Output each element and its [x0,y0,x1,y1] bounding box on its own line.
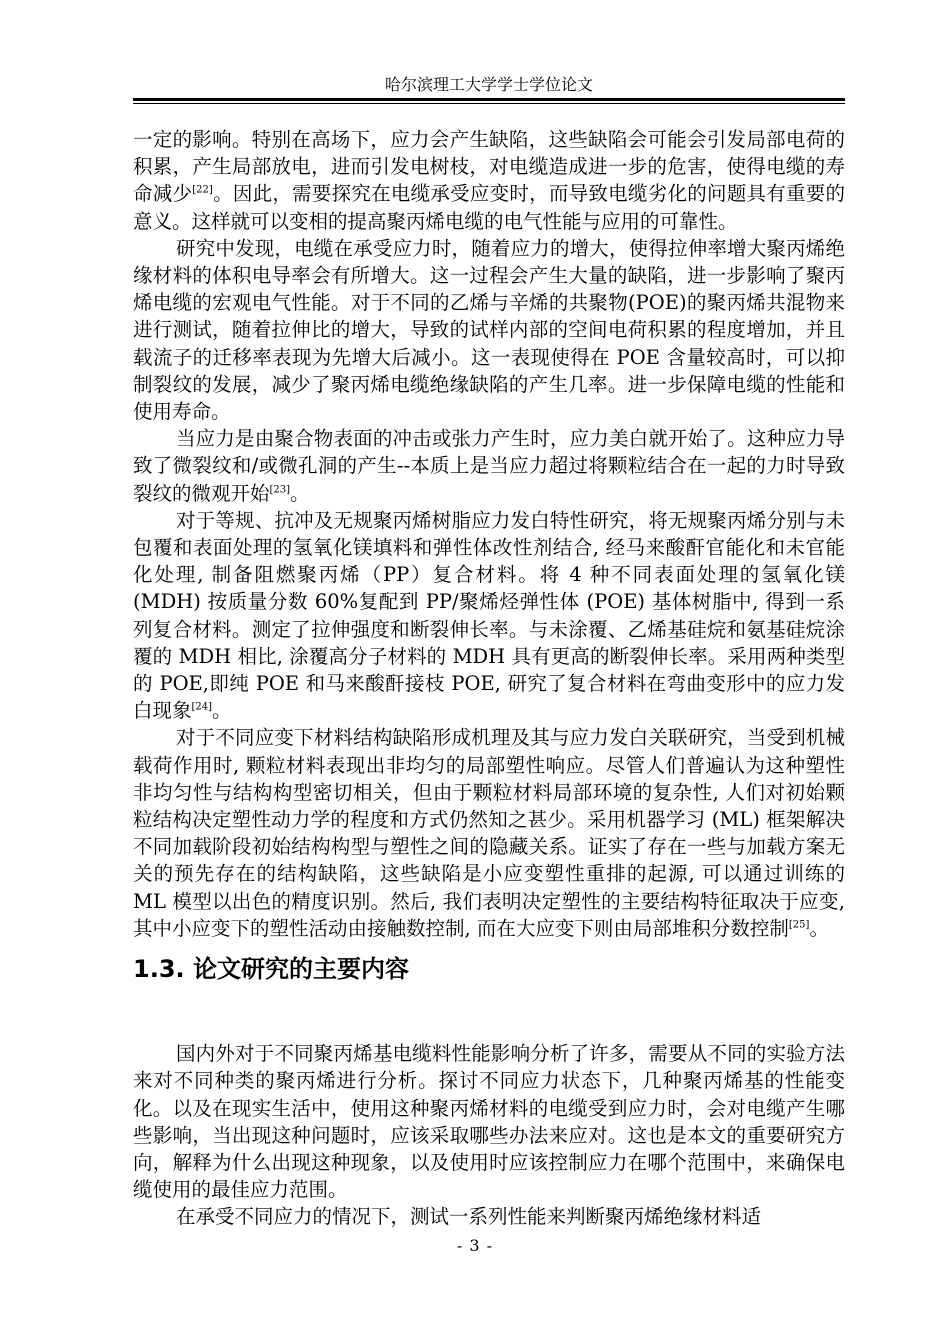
paragraph-text: 当应力是由聚合物表面的冲击或张力产生时，应力美白就开始了。这种应力导致了微裂纹和/或微孔洞的产生--本质上是当应力超过将颗粒结合在一起的力时导致裂纹的微观开始 [133,427,845,505]
citation-ref: [23] [269,484,291,496]
paragraph-tail: 。 [809,916,829,940]
paragraph-text: 一定的影响。特别在高场下，应力会产生缺陷，这些缺陷会可能会引发局部电荷的积累，产生局部放电，进而引发电树枝，对电缆造成进一步的危害，使得电缆的寿命减少 [133,128,845,206]
paragraph-tail: 。因此，需要探究在电缆承受应变时，而导致电缆劣化的问题具有重要的意义。这样就可以变相的提高聚丙烯电缆的电气性能与应用的可靠性。 [133,182,845,233]
header-title: 哈尔滨理工大学学士学位论文 [384,75,593,94]
citation-ref: [25] [788,919,810,931]
paragraph-text: 对于不同应变下材料结构缺陷形成机理及其与应力发白关联研究，当受到机械载荷作用时, 颗粒材料表现出非均匀的局部塑性响应。尽管人们普遍认为这种塑性非均匀性与结构构型密切相关，但由于颗粒材料局部环境的复杂性, 人们对初始颗粒结构决定塑性动力学的程度和方式仍然知之甚少。采用机器学习 (ML) 框架解决不同加载阶段初始结构构型与塑性之间的隐藏关系。证实了存在一些与加载方案无关的预先存在的结构缺陷，这些缺陷是小应变塑性重排的起源, 可以通过训练的 ML 模型以出色的精度识别。然后, 我们表明决定塑性的主要结构特征取决于应变, 其中小应变下的塑性活动由接触数控制, 而在大应变下则由局部堆积分数控制 [133,726,845,940]
paragraph [133,425,845,507]
paragraph [133,507,845,725]
paragraph [133,235,845,425]
header-rule-thin [133,103,845,104]
page-number: - 3 - [456,1236,494,1255]
citation-ref: [24] [191,701,213,713]
paragraph [133,1203,845,1230]
paragraph [133,126,845,235]
section-spacer [133,1006,845,1040]
paragraph [133,1040,845,1203]
section-heading: 1.3. 论文研究的主要内容 [133,955,409,984]
page-body [133,126,845,1231]
page-header [133,62,845,102]
paragraph [133,724,845,942]
paragraph-tail: 。 [290,481,310,505]
paragraph-text: 研究中发现，电缆在承受应力时，随着应力的增大，使得拉伸率增大聚丙烯绝缘材料的体积电导率会有所增大。这一过程会产生大量的缺陷，进一步影响了聚丙烯电缆的宏观电气性能。对于不同的乙烯与辛烯的共聚物(POE)的聚丙烯共混物来进行测试，随着拉伸比的增大，导致的试样内部的空间电荷积累的程度增加，并且载流子的迁移率表现为先增大后减小。这一表现使得在 POE 含量较高时，可以抑制裂纹的发展，减少了聚丙烯电缆绝缘缺陷的产生几率。进一步保障电缆的性能和使用寿命。 [133,236,845,424]
header-rule-thick [133,98,845,101]
paragraph-text: 国内外对于不同聚丙烯基电缆料性能影响分析了许多，需要从不同的实验方法来对不同种类的聚丙烯进行分析。探讨不同应力状态下，几种聚丙烯基的性能变化。以及在现实生活中，使用这种聚丙烯材料的电缆受到应力时，会对电缆产生哪些影响，当出现这种问题时，应该采取哪些办法来应对。这也是本文的重要研究方向，解释为什么出现这种现象，以及使用时应该控制应力在哪个范围中，来确保电缆使用的最佳应力范围。 [133,1042,845,1202]
paragraph-text: 在承受不同应力的情况下，测试一系列性能来判断聚丙烯绝缘材料适 [176,1205,762,1229]
paragraph-text: 对于等规、抗冲及无规聚丙烯树脂应力发白特性研究，将无规聚丙烯分别与未包覆和表面处理的氢氧化镁填料和弹性体改性剂结合, 经马来酸酐官能化和未官能化处理, 制备阻燃聚丙烯（PP）复合材料。将 4 种不同表面处理的氢氧化镁 (MDH) 按质量分数 60%复配到 PP/聚烯烃弹性体 (POE) 基体树脂中, 得到一系列复合材料。测定了拉伸强度和断裂伸长率。与未涂覆、乙烯基硅烷和氨基硅烷涂覆的 MDH 相比, 涂覆高分子材料的 MDH 具有更高的断裂伸长率。采用两种类型的 POE,即纯 POE 和马来酸酐接枝 POE, 研究了复合材料在弯曲变形中的应力发白现象 [133,508,845,723]
citation-ref: [22] [192,184,213,196]
paragraph-tail: 。 [212,699,232,723]
